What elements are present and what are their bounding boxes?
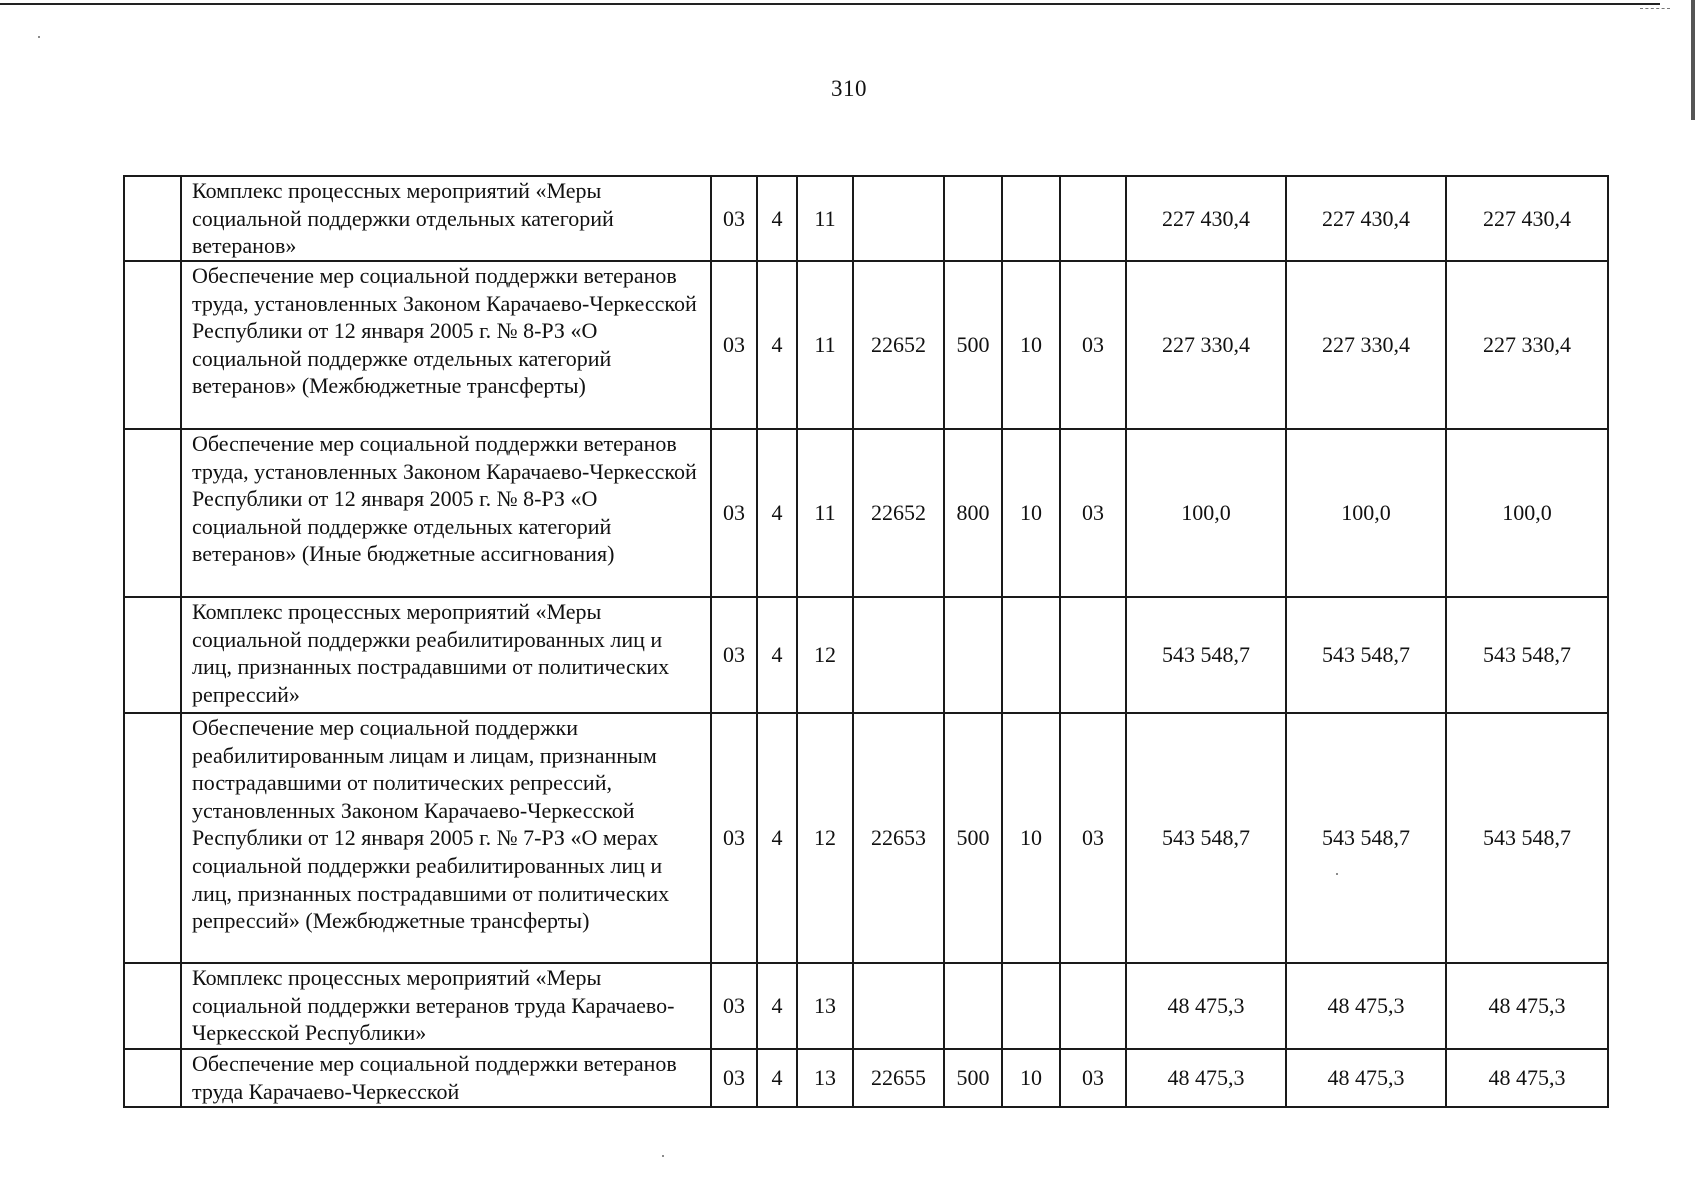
row-number-cell — [124, 1049, 181, 1107]
amount-cell: 227 430,4 — [1446, 176, 1608, 261]
amount-cell: 48 475,3 — [1286, 963, 1446, 1049]
amount-cell: 227 330,4 — [1126, 261, 1286, 429]
code-cell: 03 — [1060, 713, 1126, 963]
code-cell — [944, 963, 1002, 1049]
amount-cell: 48 475,3 — [1446, 1049, 1608, 1107]
scan-speck — [662, 1155, 664, 1157]
code-cell — [1060, 963, 1126, 1049]
table-row — [124, 176, 1608, 261]
code-cell: 03 — [711, 429, 757, 597]
code-cell: 4 — [757, 597, 797, 713]
amount-cell: 48 475,3 — [1126, 963, 1286, 1049]
table-row — [124, 429, 1608, 597]
amount-cell: 543 548,7 — [1126, 597, 1286, 713]
code-cell: 10 — [1002, 713, 1060, 963]
code-cell — [853, 963, 944, 1049]
code-cell: 22653 — [853, 713, 944, 963]
table-row — [124, 261, 1608, 429]
code-cell: 800 — [944, 429, 1002, 597]
code-cell: 13 — [797, 963, 853, 1049]
code-cell: 4 — [757, 713, 797, 963]
scan-edge-mark — [1691, 0, 1695, 120]
row-number-cell — [124, 963, 181, 1049]
code-cell: 03 — [711, 963, 757, 1049]
code-cell: 13 — [797, 1049, 853, 1107]
code-cell: 4 — [757, 261, 797, 429]
scan-speck — [38, 36, 40, 38]
amount-cell: 543 548,7 — [1126, 713, 1286, 963]
amount-cell: 227 430,4 — [1126, 176, 1286, 261]
code-cell: 03 — [1060, 261, 1126, 429]
budget-table — [123, 175, 1609, 1108]
row-number-cell — [124, 176, 181, 261]
code-cell: 11 — [797, 176, 853, 261]
amount-cell: 543 548,7 — [1286, 713, 1446, 963]
code-cell — [1002, 963, 1060, 1049]
amount-cell: 48 475,3 — [1446, 963, 1608, 1049]
description-cell: Обеспечение мер социальной поддержки ветеранов труда, установленных Законом Карачаево-Черкесской Республики от 12 января 2005 г. № 8-РЗ «О социальной поддержке отдельных категорий ветеранов» (Иные бюджетные ассигнования) — [181, 429, 711, 597]
code-cell: 4 — [757, 176, 797, 261]
code-cell: 4 — [757, 1049, 797, 1107]
description-cell: Обеспечение мер социальной поддержки ветеранов труда Карачаево-Черкесской — [181, 1049, 711, 1107]
code-cell: 12 — [797, 597, 853, 713]
row-number-cell — [124, 597, 181, 713]
code-cell — [1002, 176, 1060, 261]
amount-cell: 543 548,7 — [1446, 597, 1608, 713]
description-cell: Обеспечение мер социальной поддержки ветеранов труда, установленных Законом Карачаево-Черкесской Республики от 12 января 2005 г. № 8-РЗ «О социальной поддержке отдельных категорий ветеранов» (Межбюджетные трансферты) — [181, 261, 711, 429]
amount-cell: 48 475,3 — [1126, 1049, 1286, 1107]
code-cell: 22655 — [853, 1049, 944, 1107]
description-cell: Обеспечение мер социальной поддержки реабилитированным лицам и лицам, признанным пострадавшими от политических репрессий, установленных Законом Карачаево-Черкесской Республики от 12 января 2005 г. № 7-РЗ «О мерах социальной поддержки реабилитированных лиц и лиц, признанных пострадавшими от политических репрессий» (Межбюджетные трансферты) — [181, 713, 711, 963]
code-cell: 12 — [797, 713, 853, 963]
code-cell — [944, 597, 1002, 713]
description-cell: Комплекс процессных мероприятий «Меры социальной поддержки отдельных категорий ветеранов» — [181, 176, 711, 261]
code-cell: 10 — [1002, 1049, 1060, 1107]
row-number-cell — [124, 713, 181, 963]
table-body — [124, 176, 1608, 1107]
top-scan-dash — [1640, 8, 1670, 9]
amount-cell: 543 548,7 — [1286, 597, 1446, 713]
code-cell: 10 — [1002, 261, 1060, 429]
table-row — [124, 597, 1608, 713]
amount-cell: 227 330,4 — [1446, 261, 1608, 429]
code-cell: 03 — [711, 1049, 757, 1107]
code-cell: 03 — [711, 176, 757, 261]
row-number-cell — [124, 261, 181, 429]
code-cell: 03 — [711, 713, 757, 963]
amount-cell: 48 475,3 — [1286, 1049, 1446, 1107]
code-cell: 11 — [797, 261, 853, 429]
code-cell: 03 — [711, 261, 757, 429]
code-cell: 03 — [711, 597, 757, 713]
code-cell: 03 — [1060, 429, 1126, 597]
code-cell: 10 — [1002, 429, 1060, 597]
code-cell: 500 — [944, 261, 1002, 429]
description-cell: Комплекс процессных мероприятий «Меры социальной поддержки ветеранов труда Карачаево-Черкесской Республики» — [181, 963, 711, 1049]
code-cell — [853, 176, 944, 261]
amount-cell: 543 548,7 — [1446, 713, 1608, 963]
amount-cell: 100,0 — [1126, 429, 1286, 597]
description-cell: Комплекс процессных мероприятий «Меры социальной поддержки реабилитированных лиц и лиц, признанных пострадавшими от политических репрессий» — [181, 597, 711, 713]
table-row — [124, 1049, 1608, 1107]
code-cell: 4 — [757, 429, 797, 597]
code-cell — [1060, 176, 1126, 261]
code-cell — [944, 176, 1002, 261]
amount-cell: 100,0 — [1446, 429, 1608, 597]
table-row — [124, 713, 1608, 963]
amount-cell: 227 330,4 — [1286, 261, 1446, 429]
code-cell: 500 — [944, 713, 1002, 963]
amount-cell: 227 430,4 — [1286, 176, 1446, 261]
code-cell: 11 — [797, 429, 853, 597]
code-cell — [1060, 597, 1126, 713]
code-cell: 03 — [1060, 1049, 1126, 1107]
code-cell: 4 — [757, 963, 797, 1049]
code-cell — [853, 597, 944, 713]
row-number-cell — [124, 429, 181, 597]
code-cell: 22652 — [853, 429, 944, 597]
code-cell: 500 — [944, 1049, 1002, 1107]
top-scan-rule — [0, 3, 1660, 5]
code-cell — [1002, 597, 1060, 713]
table-row — [124, 963, 1608, 1049]
amount-cell: 100,0 — [1286, 429, 1446, 597]
code-cell: 22652 — [853, 261, 944, 429]
page-number: 310 — [831, 76, 867, 101]
